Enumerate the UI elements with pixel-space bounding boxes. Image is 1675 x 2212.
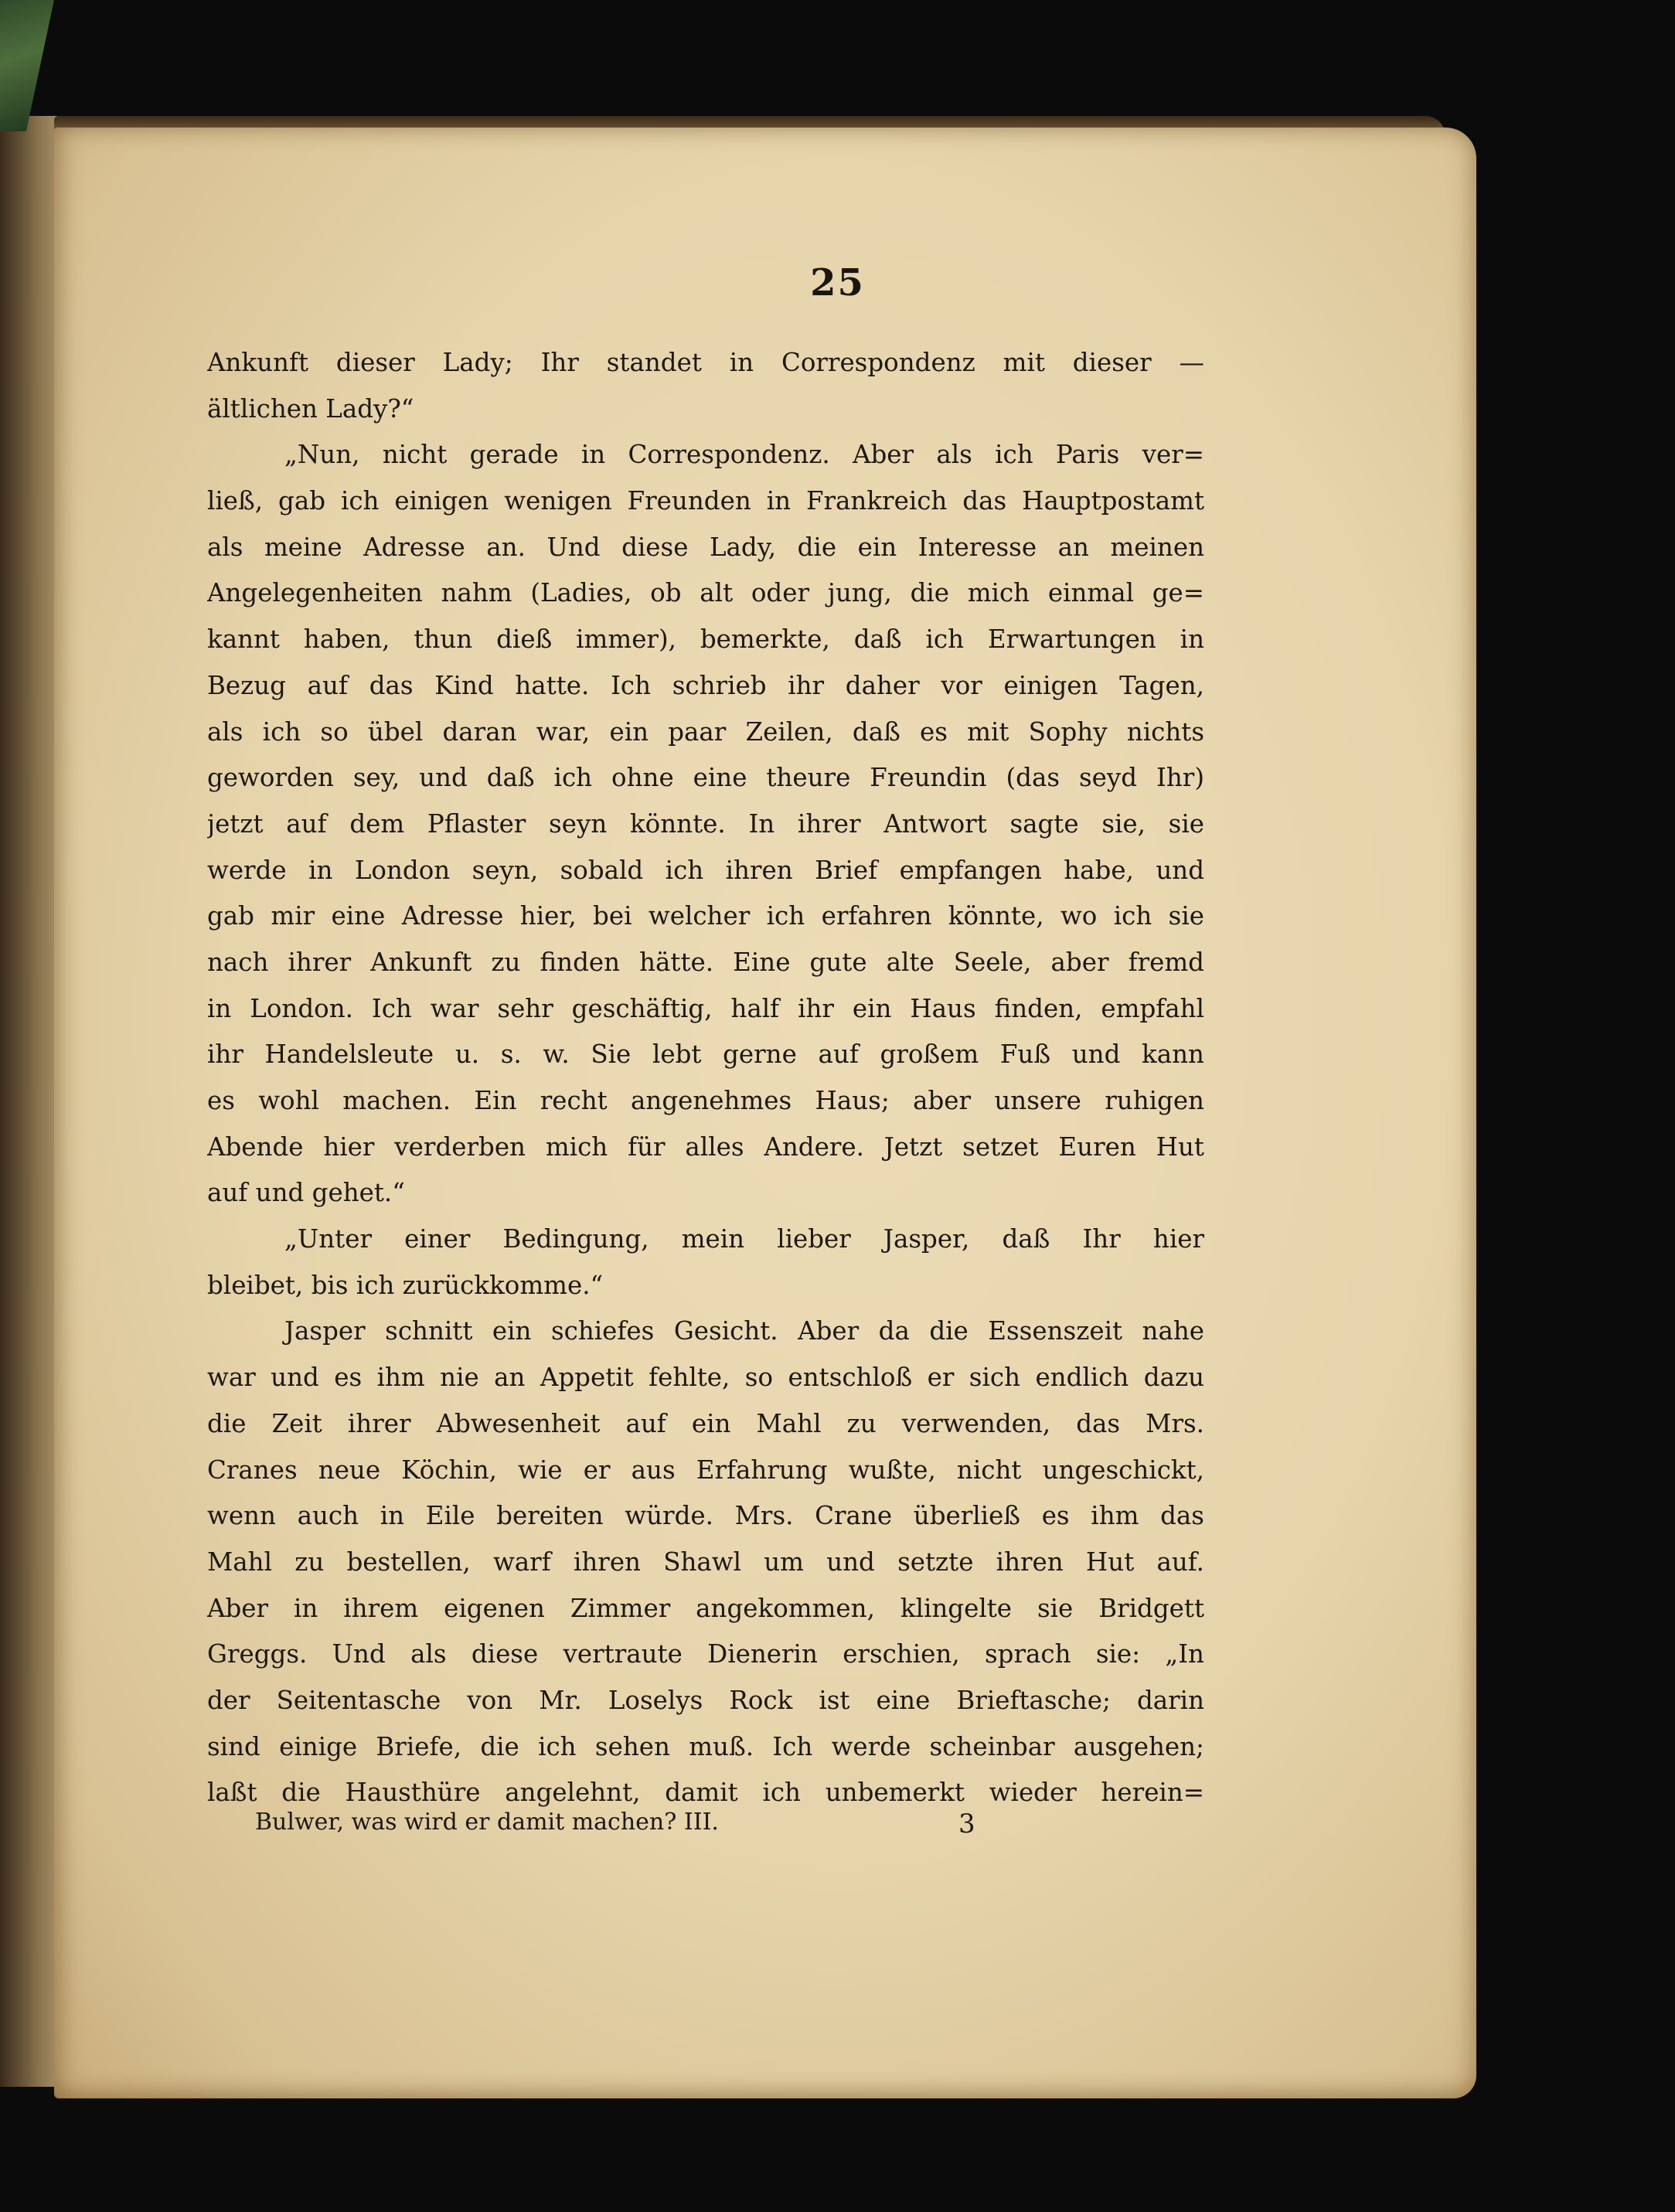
text-line: Cranes neue Köchin, wie er aus Erfahrung wußte, nicht ungeschickt, bbox=[207, 1455, 1204, 1485]
text-line: Jasper schnitt ein schiefes Gesicht. Aber da die Essenszeit nahe bbox=[284, 1316, 1204, 1346]
footer-signature bbox=[255, 1809, 1028, 1852]
text-line: Angelegenheiten nahm (Ladies, ob alt oder jung, die mich einmal ge= bbox=[207, 578, 1204, 608]
text-line: kannt haben, thun dieß immer), bemerkte, daß ich Erwartungen in bbox=[207, 624, 1204, 655]
text-line: „Unter einer Bedingung, mein lieber Jasper, daß Ihr hier bbox=[284, 1224, 1204, 1254]
text-line: gab mir eine Adresse hier, bei welcher ich erfahren könnte, wo ich sie bbox=[207, 901, 1204, 931]
text-line: sind einige Briefe, die ich sehen muß. Ich werde scheinbar ausgehen; bbox=[207, 1731, 1204, 1761]
text-line: Bezug auf das Kind hatte. Ich schrieb ihr daher vor einigen Tagen, bbox=[207, 670, 1204, 700]
bookmark-ribbon bbox=[0, 0, 54, 131]
text-line: die Zeit ihrer Abwesenheit auf ein Mahl zu verwenden, das Mrs. bbox=[207, 1408, 1204, 1438]
text-line: Mahl zu bestellen, warf ihren Shawl um und setzte ihren Hut auf. bbox=[207, 1547, 1204, 1577]
page-number: 25 bbox=[810, 261, 865, 305]
text-line: war und es ihm nie an Appetit fehlte, so entschloß er sich endlich dazu bbox=[207, 1363, 1204, 1393]
text-line: laßt die Hausthüre angelehnt, damit ich unbemerkt wieder herein= bbox=[207, 1778, 1204, 1808]
body-text bbox=[207, 340, 1204, 1816]
text-line: nach ihrer Ankunft zu finden hätte. Eine gute alte Seele, aber fremd bbox=[207, 947, 1204, 977]
text-line: Abende hier verderben mich für alles Andere. Jetzt setzet Euren Hut bbox=[207, 1132, 1204, 1162]
text-line: ließ, gab ich einigen wenigen Freunden in Frankreich das Hauptpostamt bbox=[207, 486, 1204, 516]
text-line: werde in London seyn, sobald ich ihren Brief empfangen habe, und bbox=[207, 855, 1204, 885]
text-line: in London. Ich war sehr geschäftig, half ihr ein Haus finden, empfahl bbox=[207, 993, 1204, 1023]
signature-mark: 3 bbox=[958, 1809, 975, 1839]
text-line: ältlichen Lady?“ bbox=[207, 393, 414, 424]
text-line: es wohl machen. Ein recht angenehmes Haus; aber unsere ruhigen bbox=[207, 1086, 1204, 1115]
signature-line: Bulwer, was wird er damit machen? III. bbox=[255, 1809, 719, 1836]
text-line: der Seitentasche von Mr. Loselys Rock ist eine Brieftasche; darin bbox=[207, 1685, 1204, 1715]
text-line: als meine Adresse an. Und diese Lady, die ein Interesse an meinen bbox=[207, 532, 1204, 562]
text-line: als ich so übel daran war, ein paar Zeilen, daß es mit Sophy nichts bbox=[207, 716, 1204, 747]
text-line: bleibet, bis ich zurückkomme.“ bbox=[207, 1270, 604, 1300]
text-line: geworden sey, und daß ich ohne eine theure Freundin (das seyd Ihr) bbox=[207, 763, 1204, 793]
text-line: Aber in ihrem eigenen Zimmer angekommen, klingelte sie Bridgett bbox=[207, 1593, 1204, 1623]
text-line: Greggs. Und als diese vertraute Dienerin erschien, sprach sie: „In bbox=[207, 1639, 1204, 1669]
text-line: auf und gehet.“ bbox=[207, 1178, 405, 1208]
text-line: jetzt auf dem Pflaster seyn könnte. In ihrer Antwort sagte sie, sie bbox=[207, 808, 1204, 839]
text-line: ihr Handelsleute u. s. w. Sie lebt gerne auf großem Fuß und kann bbox=[207, 1040, 1204, 1070]
text-line: wenn auch in Eile bereiten würde. Mrs. Crane überließ es ihm das bbox=[207, 1501, 1204, 1531]
text-line: „Nun, nicht gerade in Correspondenz. Aber als ich Paris ver= bbox=[284, 440, 1204, 470]
text-line: Ankunft dieser Lady; Ihr standet in Correspondenz mit dieser — bbox=[207, 348, 1204, 377]
